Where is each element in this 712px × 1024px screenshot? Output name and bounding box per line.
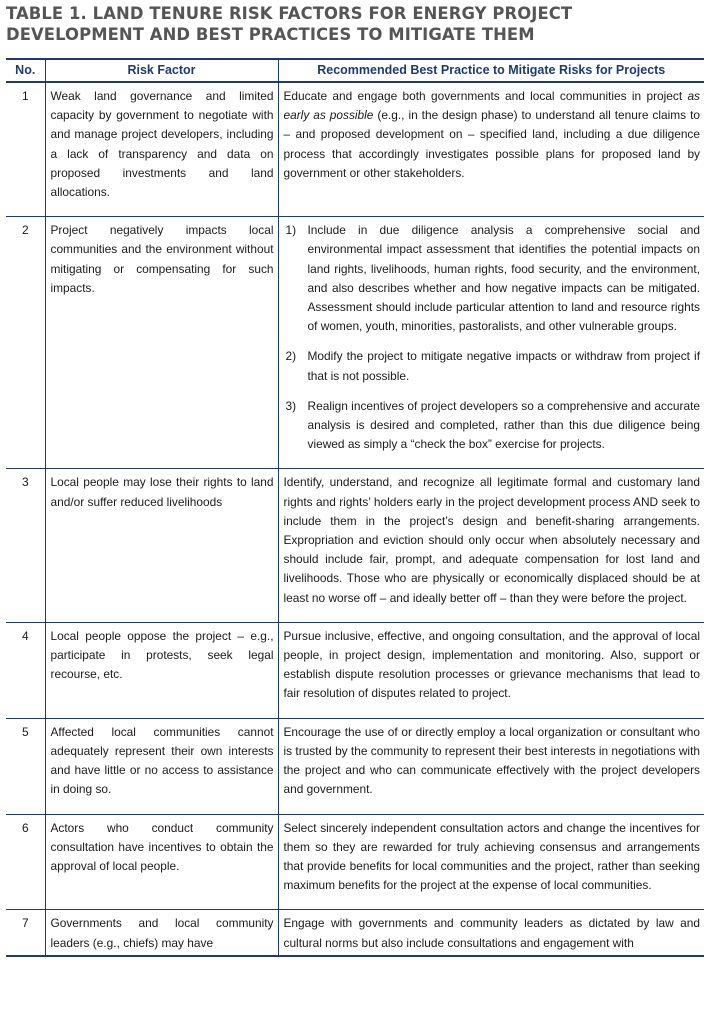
table-row xyxy=(6,622,704,718)
table-title-line-1: TABLE 1. LAND TENURE RISK FACTORS FOR ENERGY PROJECT xyxy=(6,4,573,23)
header-no: No. xyxy=(6,59,45,82)
row-number: 2 xyxy=(6,217,45,469)
header-best-practice: Recommended Best Practice to Mitigate Risks for Projects xyxy=(278,59,704,82)
header-risk-factor: Risk Factor xyxy=(45,59,278,82)
best-practice-cell xyxy=(278,82,704,217)
row-number: 7 xyxy=(6,910,45,956)
table-row xyxy=(6,814,704,910)
practice-text: Educate and engage both governments and local communities in project xyxy=(283,89,688,103)
risk-factor-cell: Weak land governance and limited capacity by government to negotiate with and manage project developers, including a lack of transparency and data on proposed investments and land allocations. xyxy=(45,82,278,217)
row-number: 3 xyxy=(6,469,45,622)
table-row xyxy=(6,469,704,622)
practice-emphasis: as early as possible xyxy=(283,89,700,123)
table-row xyxy=(6,718,704,814)
row-number: 1 xyxy=(6,82,45,217)
list-item-number: 3) xyxy=(285,398,297,413)
list-item-text: Realign incentives of project developers so a comprehensive and accurate analysis is desired and completed, rather than this due diligence being viewed as simply a “check the box” exercise for projects. xyxy=(307,398,700,452)
best-practice-cell: Select sincerely independent consultation actors and change the incentives for them so they are rewarded for truly achieving consensus and arrangements that provide benefits for local communities and the project, rather than seeking maximum benefits for the project at the expense of local communities. xyxy=(278,814,704,910)
row-number: 4 xyxy=(6,622,45,718)
risk-factor-cell: Local people may lose their rights to land and/or suffer reduced livelihoods xyxy=(45,469,278,622)
practice-list-item xyxy=(284,397,701,455)
row-number: 5 xyxy=(6,718,45,814)
best-practice-cell: Encourage the use of or directly employ a local organization or consultant who is trusted by the community to represent their best interests in negotiations with the project and who can communicate effectively with the project developers and government. xyxy=(278,718,704,814)
practice-list-item xyxy=(284,221,701,336)
list-item-text: Include in due diligence analysis a comprehensive social and environmental impact assessment that identifies the potential impacts on land rights, livelihoods, human rights, food security, and the environment, and also describes whether and how negative impacts can be mitigated. Assessment should include particular attention to land and resource rights of women, youth, minorities, pastoralists, and other vulnerable groups. xyxy=(307,223,700,334)
list-item-number: 1) xyxy=(285,223,297,238)
practice-text: (e.g., in the design phase) to understand all tenure claims to – and proposed development on – specified land, including a due diligence process that accordingly investigates possible plans for proposed land by government or other stakeholders. xyxy=(283,108,700,180)
practice-list-item xyxy=(284,347,701,385)
best-practice-cell: Identify, understand, and recognize all legitimate formal and customary land rights and rights’ holders early in the project development process AND seek to include them in the project’s design and benefit-sharing arrangements. Expropriation and eviction should only occur when absolutely necessary and should include fair, prompt, and adequate compensation for lost land and livelihoods. Those who are physically or economically displaced should be at least no worse off – and ideally better off – than they were before the project. xyxy=(278,469,704,622)
best-practice-cell: Pursue inclusive, effective, and ongoing consultation, and the approval of local people, in project design, implementation and monitoring. Also, support or establish dispute resolution processes or grievance mechanisms that lead to fair resolution of disputes related to project. xyxy=(278,622,704,718)
risk-factor-cell: Affected local communities cannot adequately represent their own interests and have little or no access to assistance in doing so. xyxy=(45,718,278,814)
table-row xyxy=(6,217,704,469)
best-practice-cell xyxy=(278,217,704,469)
list-item-text: Modify the project to mitigate negative impacts or withdraw from project if that is not possible. xyxy=(307,349,700,383)
table-header-row xyxy=(6,59,704,82)
table-title xyxy=(6,4,686,45)
risk-factor-cell: Local people oppose the project – e.g., participate in protests, seek legal recourse, etc. xyxy=(45,622,278,718)
row-number: 6 xyxy=(6,814,45,910)
risk-factor-cell: Project negatively impacts local communities and the environment without mitigating or compensating for such impacts. xyxy=(45,217,278,469)
list-item-number: 2) xyxy=(285,349,297,364)
table-row xyxy=(6,82,704,217)
table-row xyxy=(6,910,704,956)
table-title-line-2: DEVELOPMENT AND BEST PRACTICES TO MITIGATE THEM xyxy=(6,24,535,44)
risk-table xyxy=(6,58,704,957)
risk-factor-cell: Governments and local community leaders (e.g., chiefs) may have xyxy=(45,910,278,956)
risk-factor-cell: Actors who conduct community consultation have incentives to obtain the approval of local people. xyxy=(45,814,278,910)
best-practice-cell: Engage with governments and community leaders as dictated by law and cultural norms but also include consultations and engagement with xyxy=(278,910,704,956)
